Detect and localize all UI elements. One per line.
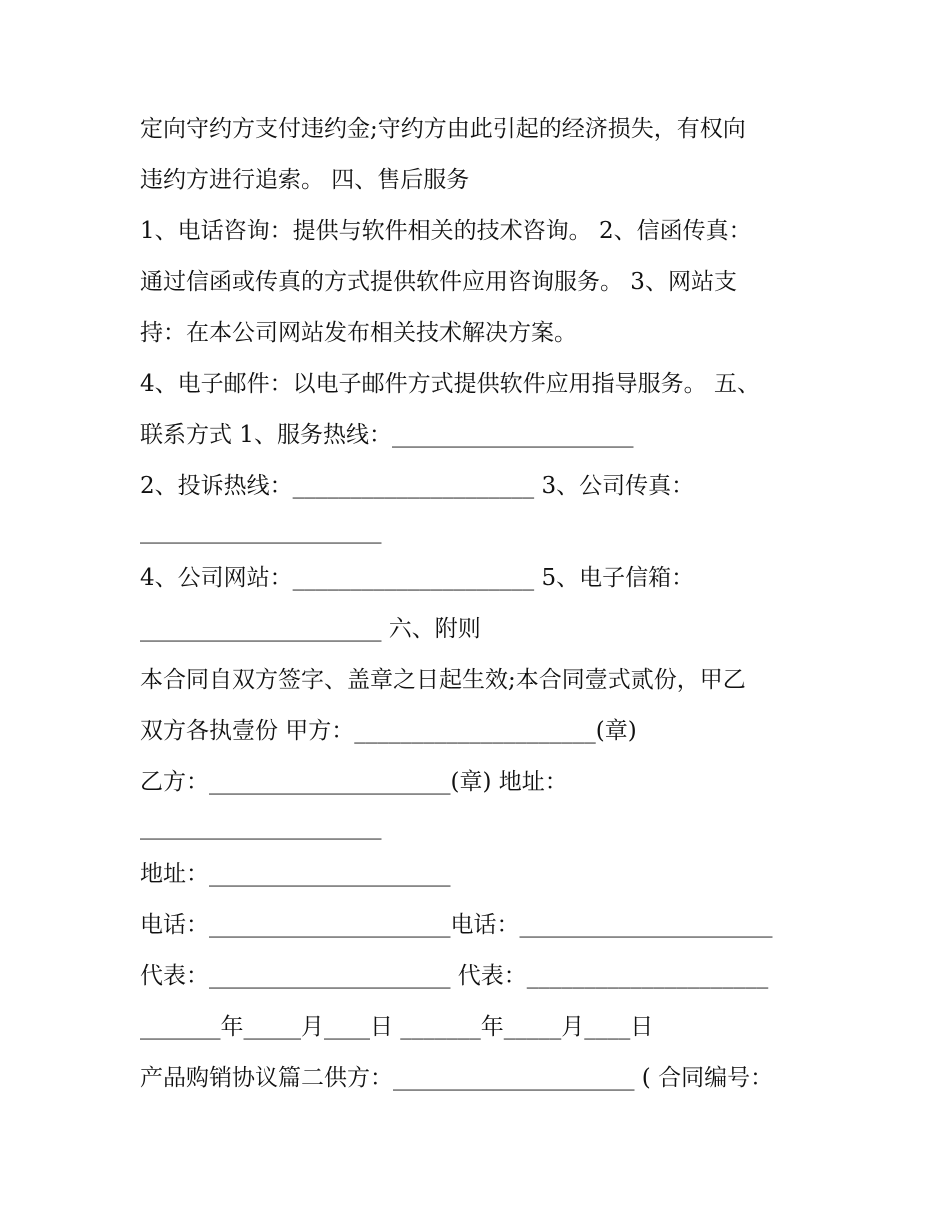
text-line: _____________________ — [140, 814, 382, 840]
text-line: 违约方进行追索。 四、售后服务 — [140, 167, 470, 193]
text-line: 4、电子邮件：以电子邮件方式提供软件应用指导服务。 五、 — [140, 371, 760, 397]
text-line: 代表：_____________________ 代表：_____________________ — [140, 963, 769, 989]
text-line: 4、公司网站：_____________________ 5、电子信箱： — [140, 565, 695, 591]
text-line: 产品购销协议篇二供方：_____________________ ( 合同编号： — [140, 1065, 774, 1091]
text-line: 通过信函或传真的方式提供软件应用咨询服务。 3、网站支 — [140, 269, 737, 295]
text-line: 联系方式 1、服务热线：_____________________ — [140, 422, 634, 448]
text-line: 2、投诉热线：_____________________ 3、公司传真： — [140, 473, 695, 499]
text-line: _______年_____月____日 _______年_____月____日 — [140, 1014, 654, 1040]
text-line: _____________________ 六、附则 — [140, 616, 481, 642]
text-line: 地址：_____________________ — [140, 861, 451, 887]
text-line: 定向守约方支付违约金;守约方由此引起的经济损失，有权向 — [140, 116, 746, 142]
text-line: 电话：_____________________电话：______________________ — [140, 912, 773, 938]
text-line: 1、电话咨询：提供与软件相关的技术咨询。 2、信函传真： — [140, 218, 752, 244]
text-line: 本合同自双方签字、盖章之日起生效;本合同壹式贰份，甲乙 — [140, 667, 746, 693]
text-line: 持：在本公司网站发布相关技术解决方案。 — [140, 320, 577, 346]
text-line: 乙方：_____________________(章) 地址： — [140, 769, 568, 795]
text-line: _____________________ — [140, 518, 382, 544]
text-line: 双方各执壹份 甲方：_____________________(章) — [140, 718, 637, 744]
